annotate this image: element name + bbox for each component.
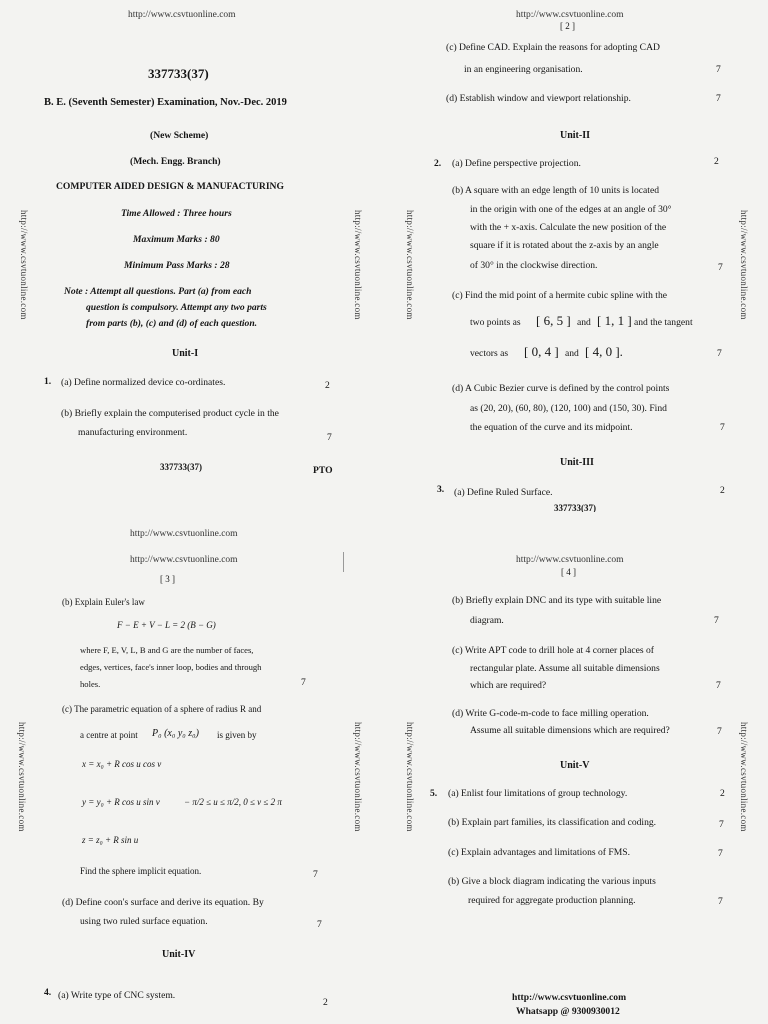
euler-equation: F − E + V − L = 2 (B − G) — [117, 620, 216, 630]
side-url-right: http://www.csvtuonline.com — [739, 722, 749, 832]
question-number: 4. — [44, 987, 52, 998]
site-url: http://www.csvtuonline.com — [130, 555, 238, 565]
time-allowed: Time Allowed : Three hours — [121, 208, 232, 219]
question-2c-line-2a: two points as — [470, 317, 521, 328]
footer-paper-code: 337733(37) — [554, 503, 596, 512]
site-url: http://www.csvtuonline.com — [128, 10, 236, 20]
question-4c-line-3: which are required? — [470, 680, 547, 691]
exam-page-2 — [384, 0, 768, 512]
exam-title: B. E. (Seventh Semester) Examination, Nov.-Dec. 2019 — [44, 97, 287, 108]
page-number: [ 2 ] — [560, 21, 575, 31]
question-3d-line-1: (d) Define coon's surface and derive its equation. By — [62, 897, 264, 908]
unit-heading: Unit-V — [560, 760, 590, 771]
question-3b: (b) Explain Euler's law — [62, 597, 145, 607]
side-url-left: http://www.csvtuonline.com — [19, 210, 29, 320]
question-5c: (c) Explain advantages and limitations of FMS. — [448, 847, 630, 858]
exam-page-4 — [384, 512, 768, 1024]
marks: 7 — [720, 422, 725, 433]
question-3b-where-3: holes. — [80, 679, 101, 689]
marks: 7 — [717, 726, 722, 737]
and-text: and — [565, 348, 579, 359]
branch: (Mech. Engg. Branch) — [130, 156, 221, 167]
question-1d: (d) Establish window and viewport relationship. — [446, 93, 631, 104]
question-number: 2. — [434, 158, 442, 169]
point-2: [ 1, 1 ] — [597, 313, 632, 328]
marks: 7 — [716, 93, 721, 104]
question-5d-line-2: required for aggregate production planning. — [468, 895, 636, 906]
site-url: http://www.csvtuonline.com — [516, 555, 624, 565]
footer-paper-code: 337733(37) — [160, 462, 202, 472]
question-2d-line-3: the equation of the curve and its midpoint. — [470, 422, 633, 433]
site-url: http://www.csvtuonline.com — [130, 529, 238, 539]
marks: 2 — [323, 997, 328, 1008]
question-2d-line-2: as (20, 20), (60, 80), (120, 100) and (150, 30). Find — [470, 403, 667, 414]
unit-heading: Unit-III — [560, 457, 594, 468]
paper-code: 337733(37) — [148, 66, 209, 81]
question-number: 1. — [44, 376, 52, 387]
question-5d-line-1: (b) Give a block diagram indicating the various inputs — [448, 876, 656, 887]
side-url-left: http://www.csvtuonline.com — [405, 210, 415, 320]
question-4d-line-1: (d) Write G-code-m-code to face milling operation. — [452, 708, 649, 719]
question-2c-line-2b: and the tangent — [634, 317, 693, 328]
question-3b-where-1: where F, E, V, L, B and G are the number of faces, — [80, 645, 254, 655]
page-number: [ 3 ] — [160, 574, 175, 584]
question-3c-find: Find the sphere implicit equation. — [80, 866, 202, 876]
unit-heading: Unit-IV — [162, 949, 196, 960]
question-number: 3. — [437, 484, 445, 495]
equation-z: z = z₀ + R sin u — [82, 835, 139, 845]
divider — [343, 552, 344, 572]
whatsapp-contact: Whatsapp @ 9300930012 — [516, 1006, 620, 1017]
centre-point: P₀ (x₀ y₀ z₀) — [152, 728, 199, 739]
side-url-right: http://www.csvtuonline.com — [739, 210, 749, 320]
equation-y: y = y₀ + R cos u sin v — [82, 797, 160, 807]
unit-heading: Unit-II — [560, 130, 591, 141]
note-line-3: from parts (b), (c) and (d) of each question. — [86, 318, 258, 329]
marks: 7 — [718, 262, 723, 273]
question-2d-line-1: (d) A Cubic Bezier curve is defined by the control points — [452, 383, 670, 394]
question-1a: (a) Define normalized device co-ordinates. — [61, 377, 226, 388]
question-2b-line-5: of 30° in the clockwise direction. — [470, 260, 598, 271]
question-4a: (a) Write type of CNC system. — [58, 990, 176, 1001]
marks: 2 — [714, 156, 719, 167]
marks: 7 — [719, 819, 724, 830]
unit-heading: Unit-I — [172, 348, 199, 359]
question-4b-line-1: (b) Briefly explain DNC and its type with suitable line — [452, 595, 662, 606]
question-4c-line-2: rectangular plate. Assume all suitable dimensions — [470, 663, 660, 674]
minimum-pass-marks: Minimum Pass Marks : 28 — [124, 260, 230, 271]
marks: 2 — [720, 788, 725, 799]
question-2c-line-1: (c) Find the mid point of a hermite cubic spline with the — [452, 290, 668, 301]
question-1c-line-2: in an engineering organisation. — [464, 64, 583, 75]
marks: 7 — [716, 64, 721, 75]
question-1c-line-1: (c) Define CAD. Explain the reasons for adopting CAD — [446, 42, 660, 53]
side-url-left: http://www.csvtuonline.com — [17, 722, 27, 832]
question-4b-line-2: diagram. — [470, 615, 504, 626]
marks: 7 — [313, 869, 318, 880]
question-2c-line-3a: vectors as — [470, 348, 509, 359]
question-2b-line-4: square if it is rotated about the z-axis by an angle — [470, 240, 659, 251]
side-url-right: http://www.csvtuonline.com — [353, 210, 363, 320]
maximum-marks: Maximum Marks : 80 — [133, 234, 220, 245]
marks: 2 — [325, 380, 330, 391]
question-3d-line-2: using two ruled surface equation. — [80, 916, 208, 927]
question-2b-line-2: in the origin with one of the edges at an angle of 30° — [470, 204, 672, 215]
side-url-left: http://www.csvtuonline.com — [405, 722, 415, 832]
question-2b-line-1: (b) A square with an edge length of 10 units is located — [452, 185, 660, 196]
question-3b-where-2: edges, vertices, face's inner loop, bodies and through — [80, 662, 262, 672]
question-4d-line-2: Assume all suitable dimensions which are required? — [470, 725, 670, 736]
scheme: (New Scheme) — [150, 130, 209, 141]
marks: 7 — [301, 677, 306, 688]
equation-range: − π/2 ≤ u ≤ π/2, 0 ≤ v ≤ 2 π — [184, 797, 282, 807]
site-url: http://www.csvtuonline.com — [516, 10, 624, 20]
equation-x: x = x₀ + R cos u cos v — [82, 759, 162, 769]
side-url-right: http://www.csvtuonline.com — [353, 722, 363, 832]
question-4c-line-1: (c) Write APT code to drill hole at 4 corner places of — [452, 645, 654, 656]
point-1: [ 6, 5 ] — [536, 313, 571, 328]
marks: 7 — [718, 896, 723, 907]
vector-1: [ 0, 4 ] — [524, 344, 559, 359]
marks: 7 — [327, 432, 332, 443]
question-1b-line-2: manufacturing environment. — [78, 427, 188, 438]
footer-url: http://www.csvtuonline.com — [512, 992, 627, 1003]
exam-page-3 — [0, 512, 384, 1024]
exam-page-1 — [0, 0, 384, 512]
question-3a: (a) Define Ruled Surface. — [454, 487, 553, 498]
question-number: 5. — [430, 788, 438, 799]
marks: 7 — [717, 348, 722, 359]
note-line-2: question is compulsory. Attempt any two parts — [86, 302, 267, 313]
question-5b: (b) Explain part families, its classification and coding. — [448, 817, 657, 828]
question-3c-line-2a: a centre at point — [80, 730, 138, 740]
question-2a: (a) Define perspective projection. — [452, 158, 581, 169]
marks: 7 — [714, 615, 719, 626]
question-3c-line-2b: is given by — [217, 730, 257, 740]
note-line-1: Note : Attempt all questions. Part (a) from each — [64, 286, 252, 297]
subject-title: COMPUTER AIDED DESIGN & MANUFACTURING — [56, 181, 284, 192]
vector-2: [ 4, 0 ]. — [585, 344, 623, 359]
pto-label: PTO — [313, 465, 333, 476]
question-1b-line-1: (b) Briefly explain the computerised product cycle in the — [61, 408, 279, 419]
marks: 7 — [718, 848, 723, 859]
question-2b-line-3: with the + x-axis. Calculate the new position of the — [470, 222, 667, 233]
question-3c-line-1: (c) The parametric equation of a sphere of radius R and — [62, 704, 262, 714]
page-number: [ 4 ] — [561, 567, 576, 577]
marks: 2 — [720, 485, 725, 496]
marks: 7 — [716, 680, 721, 691]
marks: 7 — [317, 919, 322, 930]
and-text: and — [577, 317, 591, 328]
question-5a: (a) Enlist four limitations of group technology. — [448, 788, 628, 799]
